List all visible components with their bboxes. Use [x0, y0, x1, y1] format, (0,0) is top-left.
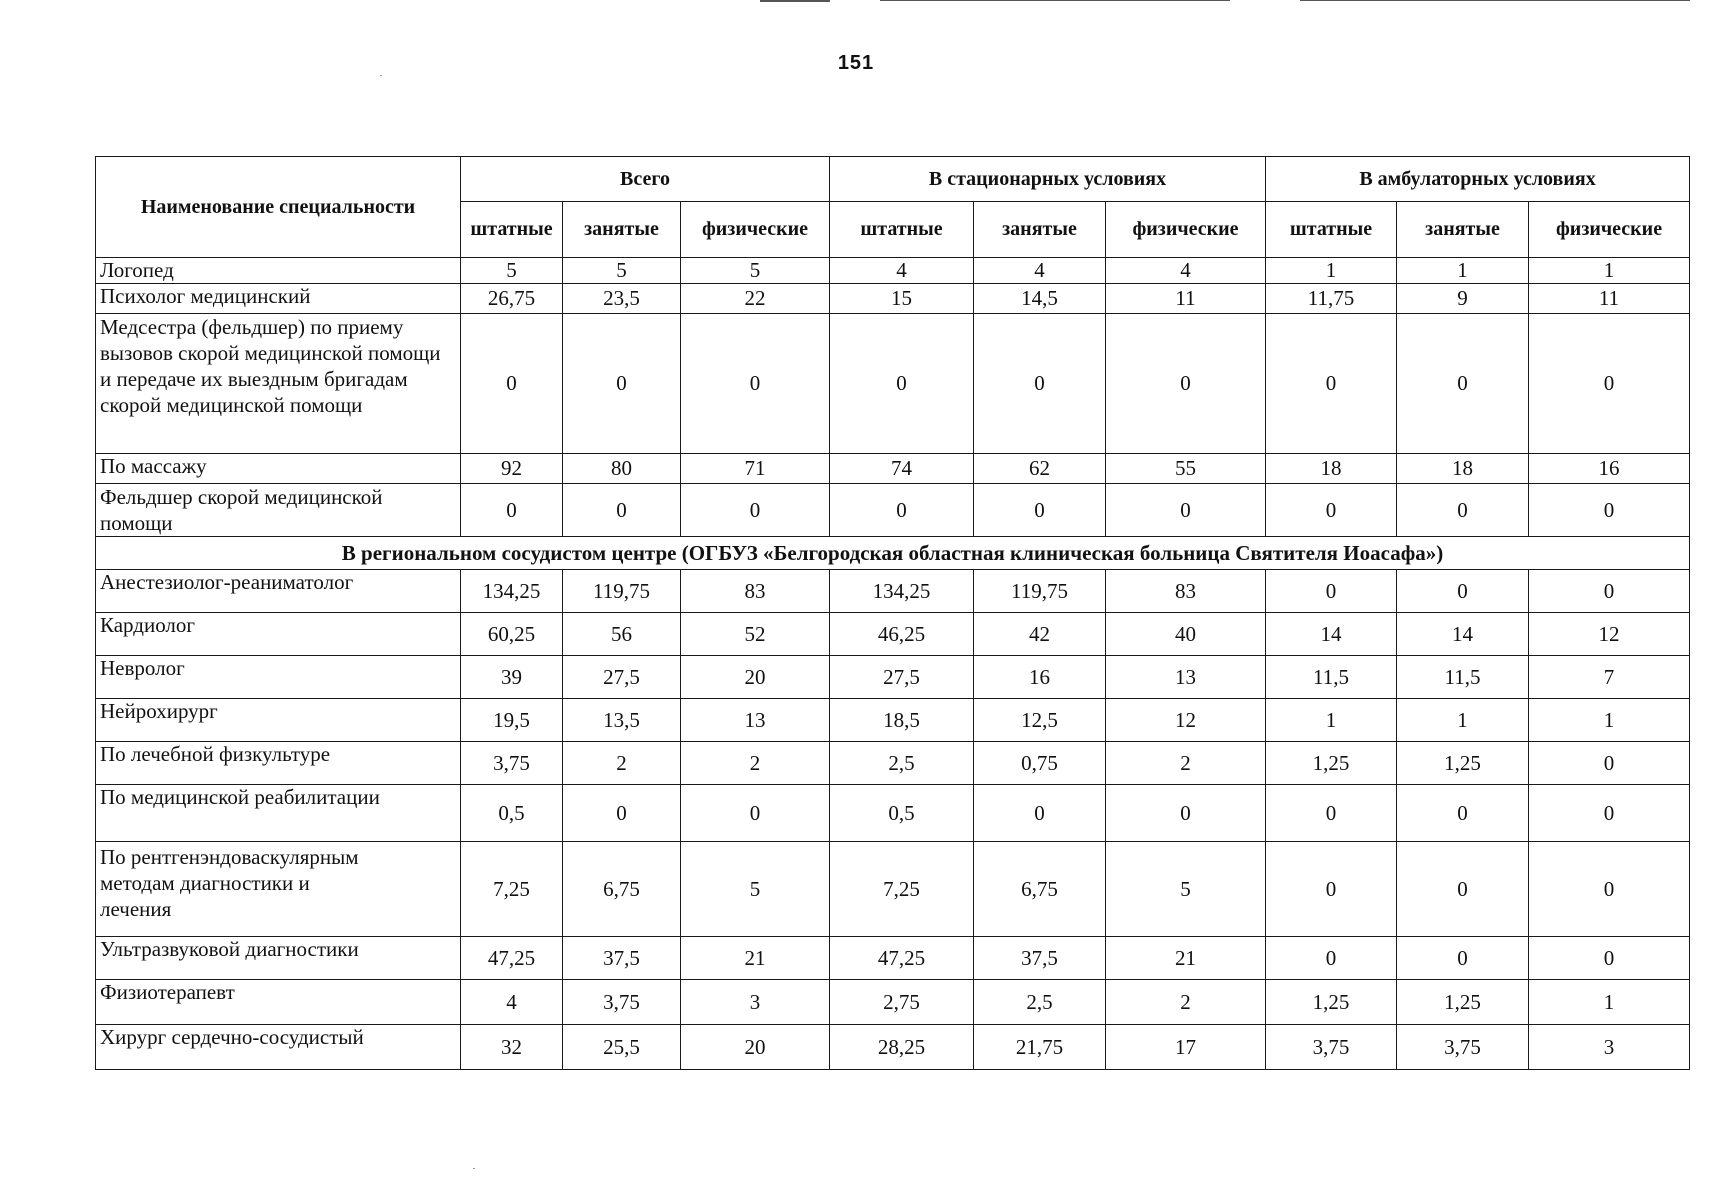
value-cell: 3: [681, 980, 830, 1025]
value-cell: 1: [1266, 258, 1397, 284]
value-cell: 134,25: [461, 570, 563, 613]
value-cell: 1: [1266, 699, 1397, 742]
value-cell: 14: [1266, 613, 1397, 656]
value-cell: 28,25: [830, 1025, 974, 1070]
value-cell: 37,5: [974, 937, 1106, 980]
subheader-cell: физические: [1529, 202, 1690, 258]
value-cell: 5: [1106, 842, 1266, 937]
value-cell: 19,5: [461, 699, 563, 742]
value-cell: 25,5: [563, 1025, 681, 1070]
value-cell: 0: [563, 314, 681, 454]
value-cell: 1,25: [1266, 742, 1397, 785]
value-cell: 83: [1106, 570, 1266, 613]
value-cell: 0: [1529, 314, 1690, 454]
value-cell: 0: [1529, 785, 1690, 842]
value-cell: 11,5: [1266, 656, 1397, 699]
value-cell: 15: [830, 284, 974, 314]
value-cell: 7: [1529, 656, 1690, 699]
row-name: По медицинской реабилитации: [96, 785, 461, 842]
value-cell: 3,75: [461, 742, 563, 785]
value-cell: 18: [1397, 454, 1529, 484]
value-cell: 2,5: [974, 980, 1106, 1025]
value-cell: 14: [1397, 613, 1529, 656]
value-cell: 1: [1529, 699, 1690, 742]
scan-speck: [380, 75, 382, 76]
table-row: [96, 613, 1690, 656]
value-cell: 0: [1266, 842, 1397, 937]
row-name: Нейрохирург: [96, 699, 461, 742]
header-group-total: Всего: [461, 157, 830, 202]
value-cell: 0: [1529, 937, 1690, 980]
value-cell: 0: [681, 314, 830, 454]
value-cell: 46,25: [830, 613, 974, 656]
row-name: Кардиолог: [96, 613, 461, 656]
row-name: По массажу: [96, 454, 461, 484]
value-cell: 0,5: [830, 785, 974, 842]
header-group-inpatient: В стационарных условиях: [830, 157, 1266, 202]
value-cell: 1: [1397, 258, 1529, 284]
table-row: [96, 937, 1690, 980]
row-name: Психолог медицинский: [96, 284, 461, 314]
value-cell: 1: [1397, 699, 1529, 742]
value-cell: 4: [974, 258, 1106, 284]
value-cell: 0: [461, 484, 563, 537]
value-cell: 13: [1106, 656, 1266, 699]
value-cell: 0: [830, 484, 974, 537]
value-cell: 119,75: [974, 570, 1106, 613]
value-cell: 0: [563, 785, 681, 842]
value-cell: 0: [1106, 785, 1266, 842]
value-cell: 60,25: [461, 613, 563, 656]
value-cell: 6,75: [974, 842, 1106, 937]
value-cell: 3,75: [563, 980, 681, 1025]
value-cell: 11,75: [1266, 284, 1397, 314]
row-name: Физиотерапевт: [96, 980, 461, 1025]
value-cell: 23,5: [563, 284, 681, 314]
value-cell: 6,75: [563, 842, 681, 937]
value-cell: 5: [461, 258, 563, 284]
value-cell: 2,5: [830, 742, 974, 785]
value-cell: 1,25: [1397, 980, 1529, 1025]
value-cell: 27,5: [830, 656, 974, 699]
subheader-cell: занятые: [974, 202, 1106, 258]
page-number: 151: [837, 52, 875, 74]
value-cell: 0: [1397, 484, 1529, 537]
value-cell: 16: [1529, 454, 1690, 484]
value-cell: 4: [830, 258, 974, 284]
value-cell: 0: [1397, 842, 1529, 937]
value-cell: 7,25: [830, 842, 974, 937]
row-name: Фельдшер скорой медицинской помощи: [96, 484, 461, 537]
value-cell: 21,75: [974, 1025, 1106, 1070]
subheader-cell: физические: [1106, 202, 1266, 258]
value-cell: 17: [1106, 1025, 1266, 1070]
value-cell: 0: [1266, 314, 1397, 454]
value-cell: 3: [1529, 1025, 1690, 1070]
value-cell: 0: [1266, 570, 1397, 613]
value-cell: 47,25: [830, 937, 974, 980]
value-cell: 1,25: [1266, 980, 1397, 1025]
value-cell: 12: [1529, 613, 1690, 656]
value-cell: 0: [1106, 484, 1266, 537]
section-row: [96, 537, 1690, 570]
value-cell: 4: [1106, 258, 1266, 284]
value-cell: 92: [461, 454, 563, 484]
value-cell: 42: [974, 613, 1106, 656]
row-name: Анестезиолог-реаниматолог: [96, 570, 461, 613]
value-cell: 18: [1266, 454, 1397, 484]
header-group-outpatient: В амбулаторных условиях: [1266, 157, 1690, 202]
value-cell: 0: [1266, 937, 1397, 980]
value-cell: 20: [681, 656, 830, 699]
table-row: [96, 484, 1690, 537]
value-cell: 3,75: [1266, 1025, 1397, 1070]
header-specialty: Наименование специальности: [96, 157, 461, 258]
value-cell: 12: [1106, 699, 1266, 742]
value-cell: 83: [681, 570, 830, 613]
value-cell: 4: [461, 980, 563, 1025]
staffing-table: [95, 156, 1690, 1070]
value-cell: 55: [1106, 454, 1266, 484]
value-cell: 11,5: [1397, 656, 1529, 699]
value-cell: 0: [974, 314, 1106, 454]
value-cell: 0: [1529, 484, 1690, 537]
table-row: [96, 258, 1690, 284]
row-name: Ультразвуковой диагностики: [96, 937, 461, 980]
value-cell: 0: [681, 785, 830, 842]
value-cell: 0: [1529, 842, 1690, 937]
table-row: [96, 699, 1690, 742]
value-cell: 0: [1529, 742, 1690, 785]
subheader-cell: штатные: [1266, 202, 1397, 258]
value-cell: 0: [1266, 785, 1397, 842]
value-cell: 2: [1106, 980, 1266, 1025]
value-cell: 0: [974, 785, 1106, 842]
value-cell: 40: [1106, 613, 1266, 656]
value-cell: 16: [974, 656, 1106, 699]
row-name: Логопед: [96, 258, 461, 284]
table-row: [96, 284, 1690, 314]
table-row: [96, 656, 1690, 699]
value-cell: 0: [1397, 570, 1529, 613]
top-rule-left: [760, 0, 830, 2]
value-cell: 71: [681, 454, 830, 484]
value-cell: 0: [681, 484, 830, 537]
row-name: Хирург сердечно-сосудистый: [96, 1025, 461, 1070]
section-title: В региональном сосудистом центре (ОГБУЗ «Белгородская областная клиническая больница Святителя Иоасафа»): [96, 537, 1690, 570]
value-cell: 0: [1397, 937, 1529, 980]
value-cell: 26,75: [461, 284, 563, 314]
value-cell: 0: [1106, 314, 1266, 454]
value-cell: 20: [681, 1025, 830, 1070]
value-cell: 14,5: [974, 284, 1106, 314]
table-row: [96, 570, 1690, 613]
table-header: [96, 157, 1690, 258]
value-cell: 0: [563, 484, 681, 537]
table-row: [96, 842, 1690, 937]
value-cell: 0: [1397, 785, 1529, 842]
value-cell: 0,5: [461, 785, 563, 842]
value-cell: 3,75: [1397, 1025, 1529, 1070]
value-cell: 12,5: [974, 699, 1106, 742]
value-cell: 74: [830, 454, 974, 484]
value-cell: 37,5: [563, 937, 681, 980]
value-cell: 0: [461, 314, 563, 454]
value-cell: 5: [563, 258, 681, 284]
value-cell: 1: [1529, 980, 1690, 1025]
value-cell: 62: [974, 454, 1106, 484]
subheader-cell: штатные: [830, 202, 974, 258]
table-row: [96, 1025, 1690, 1070]
value-cell: 0: [1529, 570, 1690, 613]
value-cell: 119,75: [563, 570, 681, 613]
row-name: Невролог: [96, 656, 461, 699]
value-cell: 52: [681, 613, 830, 656]
table-row: [96, 742, 1690, 785]
table-row: [96, 314, 1690, 454]
value-cell: 0: [830, 314, 974, 454]
value-cell: 0: [1397, 314, 1529, 454]
value-cell: 0: [1266, 484, 1397, 537]
value-cell: 80: [563, 454, 681, 484]
top-rule-right: [1300, 0, 1690, 1]
value-cell: 0: [974, 484, 1106, 537]
value-cell: 47,25: [461, 937, 563, 980]
row-name: По рентгенэндоваскулярным методам диагностики и лечения: [96, 842, 461, 937]
table-row: [96, 785, 1690, 842]
value-cell: 9: [1397, 284, 1529, 314]
value-cell: 2: [681, 742, 830, 785]
value-cell: 5: [681, 842, 830, 937]
subheader-cell: занятые: [1397, 202, 1529, 258]
table-body: [96, 258, 1690, 1070]
value-cell: 13: [681, 699, 830, 742]
value-cell: 11: [1106, 284, 1266, 314]
row-name: По лечебной физкультуре: [96, 742, 461, 785]
table-row: [96, 454, 1690, 484]
subheader-cell: физические: [681, 202, 830, 258]
value-cell: 56: [563, 613, 681, 656]
value-cell: 32: [461, 1025, 563, 1070]
subheader-cell: штатные: [461, 202, 563, 258]
value-cell: 2: [1106, 742, 1266, 785]
value-cell: 21: [681, 937, 830, 980]
value-cell: 134,25: [830, 570, 974, 613]
value-cell: 7,25: [461, 842, 563, 937]
value-cell: 2,75: [830, 980, 974, 1025]
value-cell: 22: [681, 284, 830, 314]
value-cell: 5: [681, 258, 830, 284]
value-cell: 1: [1529, 258, 1690, 284]
scan-speck: [473, 1168, 475, 1169]
value-cell: 1,25: [1397, 742, 1529, 785]
row-name: Медсестра (фельдшер) по приему вызовов скорой медицинской помощи и передаче их выездным бригадам скорой медицинской помощи: [96, 314, 461, 454]
subheader-cell: занятые: [563, 202, 681, 258]
value-cell: 27,5: [563, 656, 681, 699]
value-cell: 13,5: [563, 699, 681, 742]
value-cell: 39: [461, 656, 563, 699]
value-cell: 18,5: [830, 699, 974, 742]
table-row: [96, 980, 1690, 1025]
value-cell: 2: [563, 742, 681, 785]
value-cell: 0,75: [974, 742, 1106, 785]
value-cell: 21: [1106, 937, 1266, 980]
top-rule-middle: [880, 0, 1230, 1]
value-cell: 11: [1529, 284, 1690, 314]
